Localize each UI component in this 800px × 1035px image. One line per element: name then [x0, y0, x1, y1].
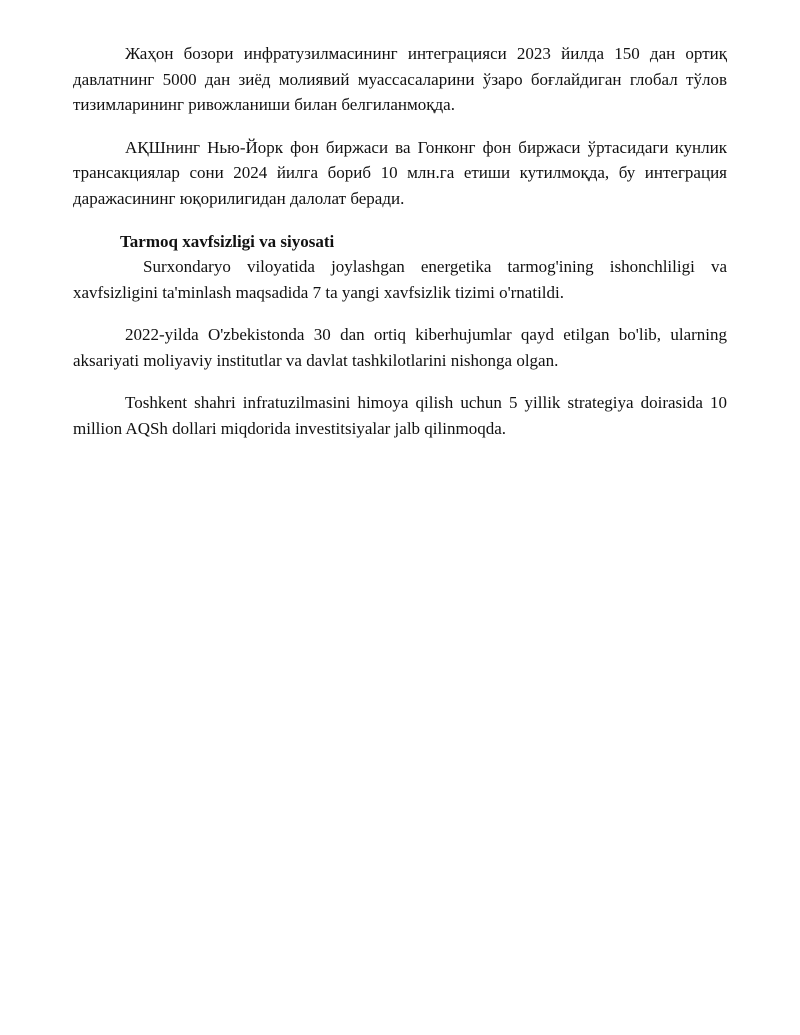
paragraph-stock-exchanges: АҚШнинг Нью-Йорк фон биржаси ва Гонконг фон биржаси ўртасидаги кунлик трансакциялар сони 2024 йилга бориб 10 млн.га етиши кутилмоқда, бу интеграция даражасининг юқорилигидан далолат беради.: [73, 137, 727, 208]
paragraph-surxondaryo-security: Surxondaryo viloyatida joylashgan energetika tarmog'ining ishonchliligi va xavfsizligini ta'minlash maqsadida 7 ta yangi xavfsizlik tizimi o'rnatildi.: [73, 257, 727, 302]
paragraph-global-payments: Жаҳон бозори инфратузилмасининг интеграцияси 2023 йилда 150 дан ортиқ давлатнинг 5000 дан зиёд молиявий муассасаларини ўзаро боғлайдиган глобал тўлов тизимларининг ривожланиши билан белгиланмоқда.: [73, 44, 727, 114]
section-heading: Tarmoq xavfsizligi va siyosati: [120, 232, 335, 251]
document-body: [73, 41, 727, 458]
paragraph-tashkent-strategy: Toshkent shahri infratuzilmasini himoya qilish uchun 5 yillik strategiya doirasida 10 million AQSh dollari miqdorida investitsiyalar jalb qilinmoqda.: [73, 393, 727, 438]
paragraph-cyberattacks-2022: 2022-yilda O'zbekistonda 30 dan ortiq kiberhujumlar qayd etilgan bo'lib, ularning aksariyati moliyaviy institutlar va davlat tashkilotlarini nishonga olgan.: [73, 325, 727, 370]
